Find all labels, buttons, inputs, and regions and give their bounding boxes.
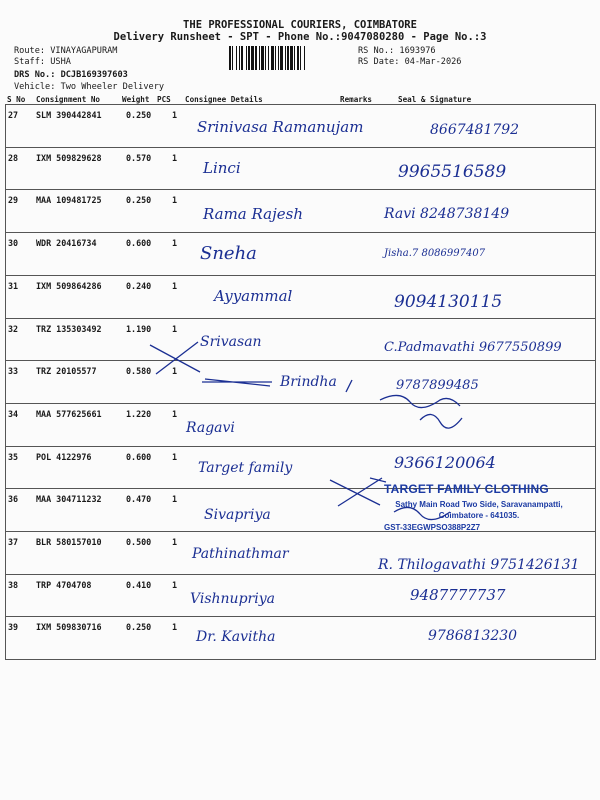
col-consignee: Consignee Details [185,95,263,104]
consignee-signature: Linci [203,159,241,177]
receiver-signature: R. Thilogavathi 9751426131 [378,557,580,573]
consignee-signature: Rama Rajesh [203,205,303,223]
consignee-signature: Sneha [200,243,257,264]
signature-squiggle [420,414,462,428]
row-pcs: 1 [172,408,178,419]
col-pcs: PCS [157,95,171,104]
row-weight: 0.240 [126,280,152,291]
stamp-name: TARGET FAMILY CLOTHING [384,482,549,496]
row-consignment: IXM 509830716 [36,622,102,633]
row-sno: 30 [8,238,19,249]
consignee-signature: Dr. Kavitha [196,629,276,645]
receiver-signature: 9965516589 [398,162,507,182]
row-sno: 34 [8,408,19,419]
signature-squiggle [394,507,450,519]
receiver-signature: 9487777737 [410,586,506,604]
row-weight: 0.250 [126,110,152,120]
row-weight: 0.470 [126,494,152,505]
company-title: THE PROFESSIONAL COURIERS, COIMBATORE [183,19,417,31]
staff-label: Staff: USHA [14,57,71,67]
receiver-signature: Jisha.7 8086997407 [384,248,486,259]
row-weight: 0.580 [126,366,152,377]
row-pcs: 1 [172,366,178,377]
row-sno: 38 [8,579,19,590]
receiver-signature: C.Padmavathi 9677550899 [384,340,562,355]
row-weight: 0.410 [126,579,152,590]
col-weight: Weight [122,95,150,104]
receiver-signature: 9094130115 [394,292,503,312]
vehicle-label: Vehicle: Two Wheeler Delivery [14,82,165,92]
rs-number: RS No.: 1693976 [358,46,436,56]
strike-mark [202,379,272,386]
row-weight: 0.600 [126,238,152,249]
cross-mark [150,342,200,377]
row-consignment: MAA 109481725 [36,195,102,206]
row-sno: 37 [8,537,19,547]
row-weight: 0.600 [126,451,152,462]
col-remarks: Remarks [340,95,373,104]
row-pcs: 1 [172,451,178,462]
receiver-signature: 8667481792 [430,122,520,138]
row-weight: 0.570 [126,152,152,163]
consignee-signature: Srivasan [200,334,262,350]
row-consignment: MAA 304711232 [36,494,102,505]
row-pcs: 1 [172,537,178,547]
receiver-signature: Ravi 8248738149 [384,206,510,222]
row-consignment: BLR 580157010 [36,537,102,547]
row-consignment: TRP 4704708 [36,579,92,590]
row-consignment: IXM 509829628 [36,152,102,163]
row-consignment: TRZ 20105577 [36,366,97,377]
row-weight: 0.250 [126,622,152,633]
row-pcs: 1 [172,280,178,291]
row-pcs: 1 [172,579,178,590]
row-consignment: POL 4122976 [36,451,92,462]
row-weight: 0.500 [126,537,152,547]
col-consignment: Consignment No [36,95,101,104]
row-weight: 1.220 [126,408,152,419]
consignee-signature: Ayyammal [214,287,293,305]
stamp-city: Coimbatore - 641035. [438,511,520,520]
row-weight: 0.250 [126,195,152,206]
row-sno: 29 [8,195,19,206]
consignee-signature: Brindha [280,374,337,390]
consignee-signature: Srinivasa Ramanujam [197,118,364,136]
row-sno: 39 [8,622,19,633]
row-sno: 36 [8,494,19,505]
receiver-signature: 9787899485 [396,378,479,393]
stamp-address: Sathy Main Road Two Side, Saravanampatti, [395,500,563,509]
consignee-signature: Vishnupriya [190,591,275,607]
cross-mark [330,478,386,506]
row-pcs: 1 [172,323,178,334]
row-weight: 1.190 [126,323,152,334]
row-consignment: SLM 390442841 [36,110,102,120]
row-sno: 27 [8,110,19,120]
row-pcs: 1 [172,622,178,633]
row-consignment: TRZ 135303492 [36,323,102,334]
col-seal: Seal & Signature [398,95,472,104]
row-pcs: 1 [172,152,178,163]
receiver-signature: 9366120064 [394,453,496,472]
col-sno: S No [7,95,26,104]
row-consignment: IXM 509864286 [36,280,102,291]
row-sno: 28 [8,152,19,163]
drs-number: DRS No.: DCJB169397603 [14,70,128,80]
row-consignment: WDR 20416734 [36,238,97,249]
rs-date: RS Date: 04-Mar-2026 [358,57,462,67]
row-sno: 31 [8,280,19,291]
row-consignment: MAA 577625661 [36,408,102,419]
bracket-mark [346,380,352,392]
consignee-signature: Target family [198,460,293,476]
stamp-gst: GST-33EGWPSO388P2Z7 [384,523,481,532]
row-pcs: 1 [172,494,178,505]
row-pcs: 1 [172,195,178,206]
row-sno: 33 [8,366,19,377]
consignee-signature: Sivapriya [204,507,271,523]
row-pcs: 1 [172,238,178,249]
consignee-signature: Pathinathmar [192,546,289,562]
receiver-signature: 9786813230 [428,628,518,644]
route-label: Route: VINAYAGAPURAM [14,46,118,56]
row-sno: 35 [8,451,19,462]
signature-squiggle [380,395,460,407]
row-sno: 32 [8,323,19,334]
runsheet-subtitle: Delivery Runsheet - SPT - Phone No.:9047080280 - Page No.:3 [113,31,487,43]
consignee-signature: Ragavi [186,420,235,436]
row-pcs: 1 [172,110,178,120]
